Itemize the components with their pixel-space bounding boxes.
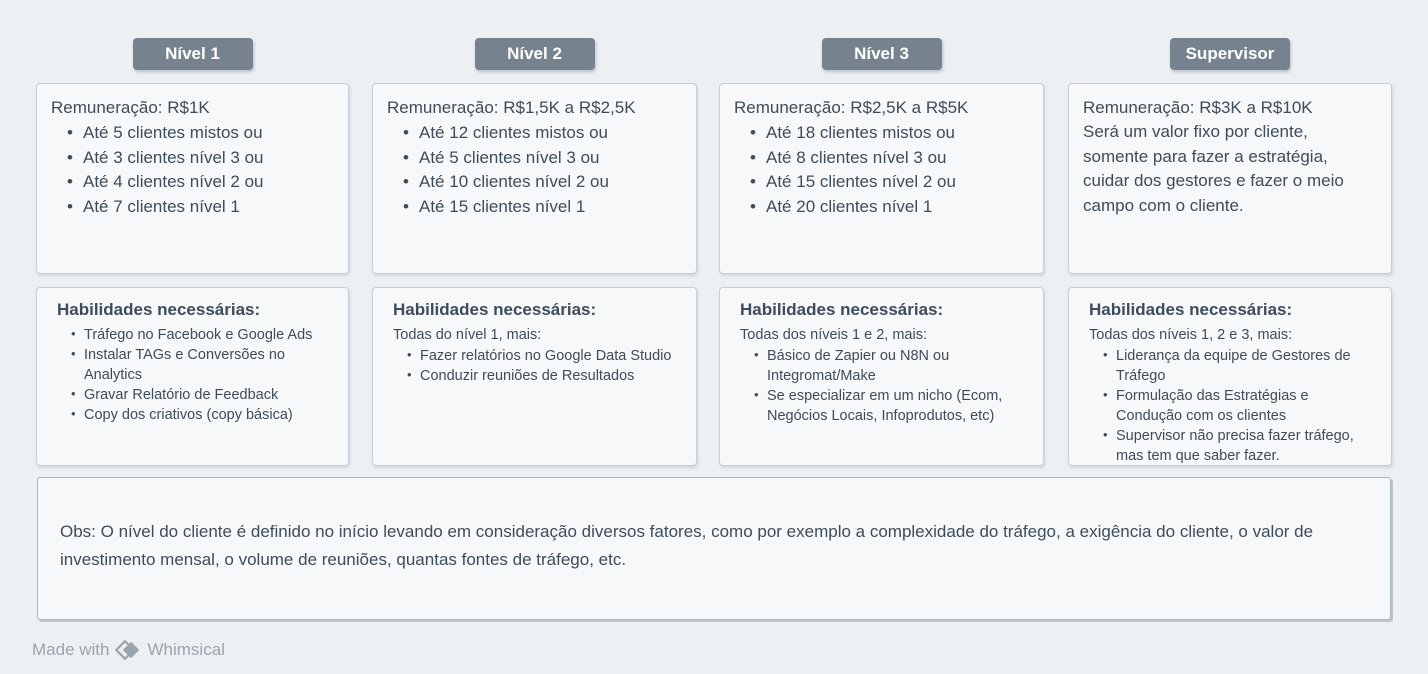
list-item: • Até 5 clientes mistos ou [67, 121, 334, 146]
list-item: • Conduzir reuniões de Resultados [407, 366, 682, 386]
list-item: • Fazer relatórios no Google Data Studio [407, 346, 682, 366]
remuneration-card[interactable] [372, 83, 697, 274]
made-with-label: Made with [32, 640, 110, 659]
remuneration-card[interactable] [719, 83, 1044, 274]
list-item: • Até 3 clientes nível 3 ou [67, 146, 334, 171]
skills-list [51, 325, 334, 425]
list-item: • Formulação das Estratégias e Condução com os clientes [1103, 386, 1377, 426]
list-item: • Se especializar em um nicho (Ecom, Negócios Locais, Infoprodutos, etc) [754, 386, 1029, 426]
list-item: • Até 18 clientes mistos ou [750, 121, 1029, 146]
skills-title: Habilidades necessárias: [57, 300, 261, 319]
list-item: • Até 20 clientes nível 1 [750, 195, 1029, 220]
level-badge[interactable] [475, 38, 595, 70]
skills-intro: Todas dos níveis 1 e 2, mais: [740, 327, 927, 343]
remuneration-list [387, 121, 682, 219]
list-item: • Até 5 clientes nível 3 ou [403, 146, 682, 171]
remuneration-list [51, 121, 334, 219]
remuneration-card[interactable] [1068, 83, 1392, 274]
remuneration-title: Remuneração: R$1K [51, 98, 210, 117]
list-item: • Copy dos criativos (copy básica) [71, 405, 334, 425]
note-text: Obs: O nível do cliente é definido no início levando em consideração diversos fatores, como por exemplo a complexidade do tráfego, a exigência do cliente, o valor de investimento mensal, o volume de reuniões, quantas fontes de tráfego, etc. [60, 522, 1314, 569]
level-badge-label: Nível 1 [165, 44, 220, 63]
remuneration-title: Remuneração: R$1,5K a R$2,5K [387, 98, 636, 117]
skills-list [1083, 346, 1377, 466]
list-item: • Até 7 clientes nível 1 [67, 195, 334, 220]
list-item: • Até 15 clientes nível 1 [403, 195, 682, 220]
level-badge-label: Nível 2 [507, 44, 562, 63]
list-item: • Até 8 clientes nível 3 ou [750, 146, 1029, 171]
remuneration-card[interactable] [36, 83, 349, 274]
level-badge[interactable] [133, 38, 253, 70]
skills-title: Habilidades necessárias: [393, 300, 597, 319]
skills-list [734, 346, 1029, 426]
level-badge-label: Nível 3 [854, 44, 909, 63]
remuneration-paragraph: Será um valor fixo por cliente, somente para fazer a estratégia, cuidar dos gestores e fazer o meio campo com o cliente. [1083, 122, 1344, 215]
list-item: • Supervisor não precisa fazer tráfego, mas tem que saber fazer. [1103, 426, 1377, 466]
list-item: • Até 10 clientes nível 2 ou [403, 170, 682, 195]
skills-list [387, 346, 682, 386]
list-item: • Tráfego no Facebook e Google Ads [71, 325, 334, 345]
level-badge-label: Supervisor [1185, 44, 1275, 63]
skills-title: Habilidades necessárias: [1089, 300, 1293, 319]
list-item: • Até 15 clientes nível 2 ou [750, 170, 1029, 195]
list-item: • Gravar Relatório de Feedback [71, 385, 334, 405]
list-item: • Até 12 clientes mistos ou [403, 121, 682, 146]
list-item: • Liderança da equipe de Gestores de Tráfego [1103, 346, 1377, 386]
skills-card[interactable] [372, 287, 697, 466]
skills-card[interactable] [1068, 287, 1392, 466]
note-box[interactable] [37, 477, 1391, 620]
level-badge[interactable] [1170, 38, 1290, 70]
skills-intro: Todas dos níveis 1, 2 e 3, mais: [1089, 327, 1293, 343]
list-item: • Até 4 clientes nível 2 ou [67, 170, 334, 195]
footer [32, 636, 225, 664]
skills-card[interactable] [719, 287, 1044, 466]
skills-intro: Todas do nível 1, mais: [393, 327, 542, 343]
remuneration-title: Remuneração: R$2,5K a R$5K [734, 98, 969, 117]
remuneration-list [734, 121, 1029, 219]
list-item: • Instalar TAGs e Conversões no Analytics [71, 345, 334, 385]
remuneration-title: Remuneração: R$3K a R$10K [1083, 98, 1313, 117]
skills-card[interactable] [36, 287, 349, 466]
whimsical-logo-icon[interactable] [115, 637, 141, 663]
skills-title: Habilidades necessárias: [740, 300, 944, 319]
level-badge[interactable] [822, 38, 942, 70]
list-item: • Básico de Zapier ou N8N ou Integromat/Make [754, 346, 1029, 386]
whimsical-brand-label[interactable]: Whimsical [147, 640, 225, 659]
